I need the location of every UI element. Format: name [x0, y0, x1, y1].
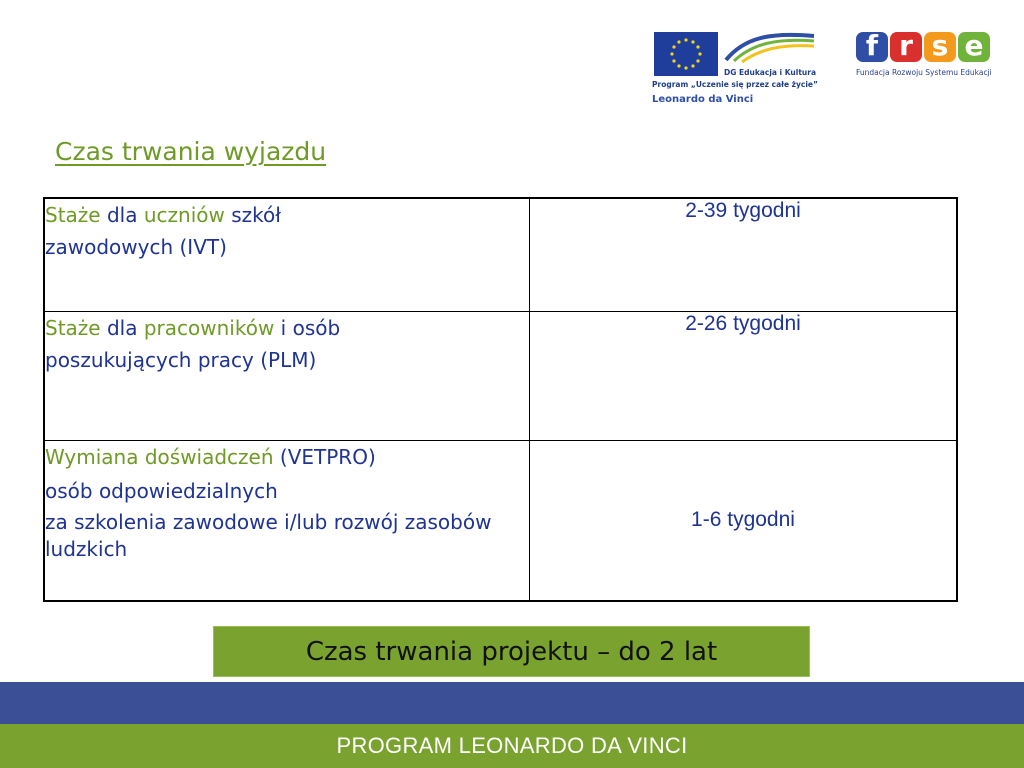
cell-text: Staże	[45, 203, 101, 227]
cell-text: (VETPRO)	[273, 444, 376, 469]
table-cell-participant	[44, 311, 530, 440]
eu-logo-line3: Leonardo da Vinci	[652, 94, 754, 105]
cell-text: Staże	[45, 315, 101, 340]
table-cell-duration: 2-26 tygodni	[530, 311, 958, 440]
cell-paragraph	[45, 441, 529, 473]
cell-text: zawodowych (IVT)	[45, 235, 227, 259]
cell-text: i osób	[274, 315, 341, 340]
table-row	[44, 440, 957, 601]
cell-text: dla	[100, 203, 144, 227]
frse-letter-r: r	[890, 32, 922, 62]
eu-flag-icon	[654, 32, 718, 76]
table-cell-duration: 2-39 tygodni	[530, 198, 958, 311]
table-cell-duration: 1-6 tygodni	[530, 440, 958, 601]
table-row	[44, 198, 957, 311]
table-cell-participant	[44, 440, 530, 601]
duration-table	[43, 197, 958, 602]
cell-paragraph: za szkolenia zawodowe i/lub rozwój zasobów ludzkich	[45, 509, 492, 561]
cell-text: pracowników	[143, 315, 275, 340]
frse-logo	[856, 29, 1006, 92]
cell-paragraph: osób odpowiedzialnych	[45, 478, 278, 503]
project-duration-banner: Czas trwania projektu – do 2 lat	[213, 626, 810, 677]
leonardo-da-vinci-logo	[652, 30, 822, 110]
eu-logo-line1: DG Edukacja i Kultura	[724, 68, 817, 77]
cell-text: dla	[100, 315, 144, 340]
footer-title: PROGRAM LEONARDO DA VINCI	[336, 733, 688, 758]
cell-text: Wymiana doświadczeń	[45, 444, 274, 469]
table-cell-participant	[44, 198, 530, 311]
table-row	[44, 311, 957, 440]
cell-text: poszukujących pracy (PLM)	[45, 347, 317, 372]
swoosh-icon	[724, 30, 816, 64]
cell-text: uczniów	[143, 203, 225, 227]
eu-logo-line2: Program „Uczenie się przez całe życie”	[652, 80, 818, 89]
cell-text: szkół	[224, 203, 281, 227]
frse-letter-e: e	[958, 32, 990, 62]
frse-caption: Fundacja Rozwoju Systemu Edukacji	[856, 68, 992, 77]
frse-letter-s: s	[924, 32, 956, 62]
page-title: Czas trwania wyjazdu	[55, 137, 327, 166]
frse-letter-f: f	[856, 32, 888, 62]
footer-blue-band	[0, 682, 1024, 724]
footer-green-band	[0, 724, 1024, 768]
